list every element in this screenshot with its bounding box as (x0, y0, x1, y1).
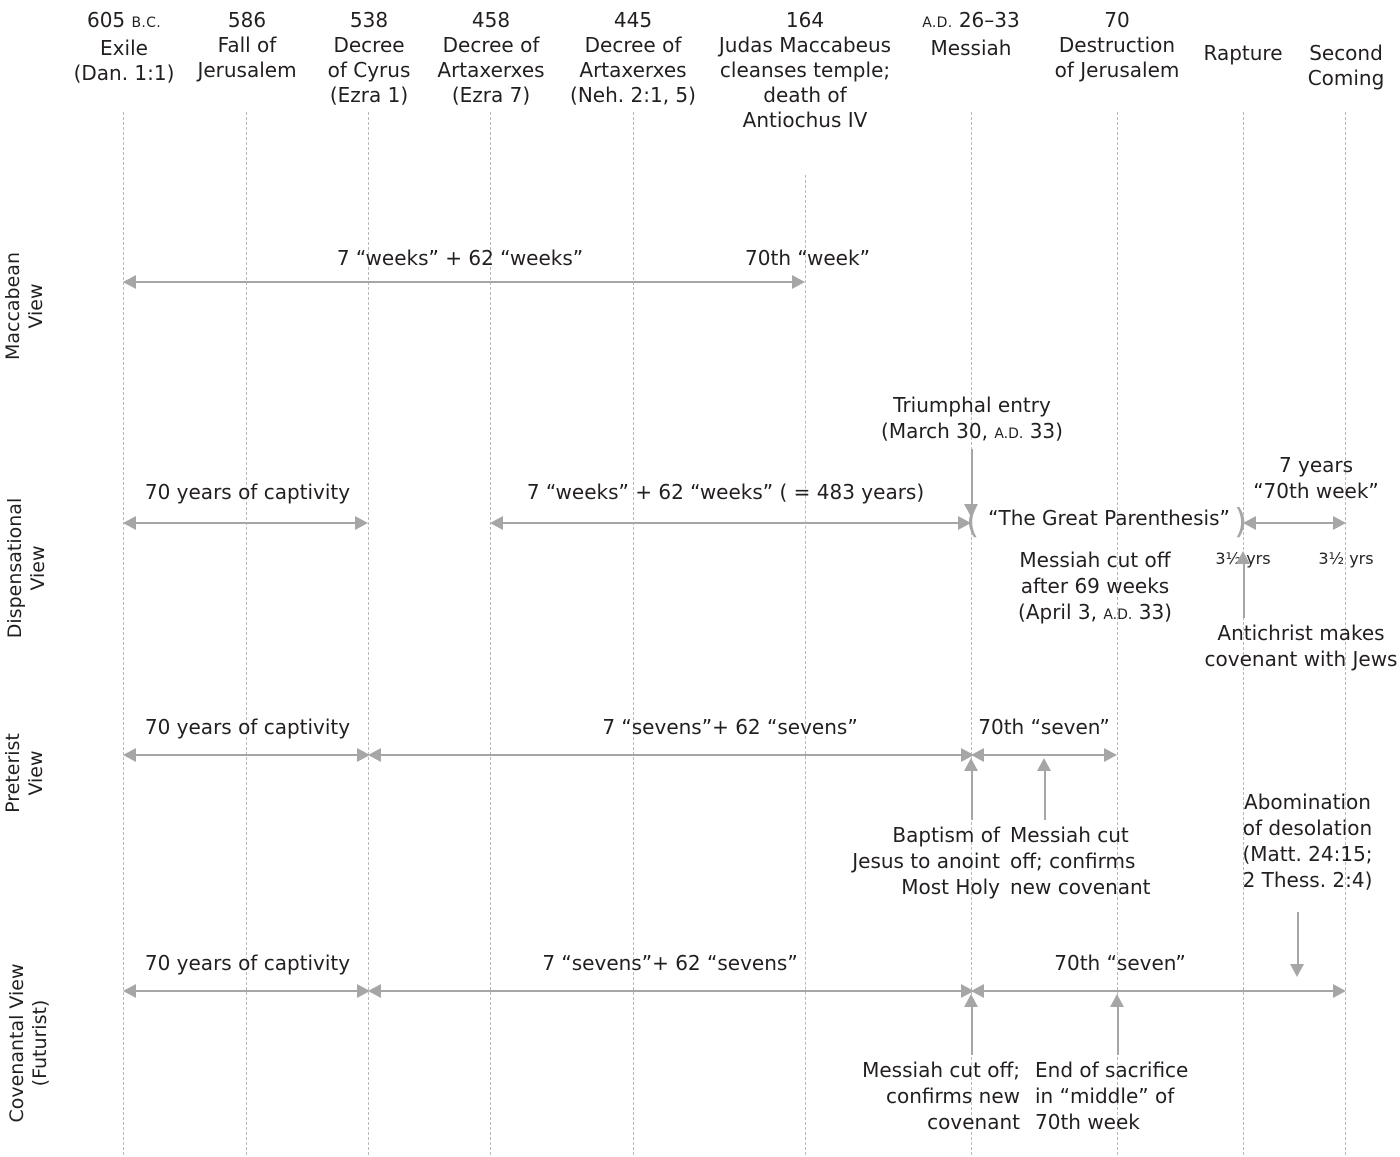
great-parenthesis-close: ) (1234, 502, 1248, 542)
row-label-preterist: Preterist View (2, 733, 47, 813)
maccabean-timeline-arrow (136, 281, 792, 283)
covenantal-sevens-arrowhead-left (368, 984, 381, 998)
dispensational-captivity-arrowhead-left (123, 516, 136, 530)
preterist-cutoff-label: Messiah cut off; confirms new covenant (1010, 823, 1151, 899)
great-parenthesis-open: ( (966, 502, 980, 542)
preterist-sevens-arrow (381, 754, 961, 756)
dispensational-captivity-arrowhead-right (355, 516, 368, 530)
dispensational-antichrist-label: Antichrist makes covenant with Jews (1204, 621, 1398, 671)
preterist-captivity-arrow (136, 754, 364, 756)
preterist-cutoff-pointer (1044, 771, 1046, 820)
abomination-pointer (1297, 912, 1299, 964)
maccabean-span-label: 7 “weeks” + 62 “weeks” (336, 246, 584, 270)
dispensational-half-right-label: 3½ yrs (1318, 549, 1374, 568)
gridline-605 (123, 112, 124, 1155)
covenantal-70th-seven-arrow (984, 990, 1333, 992)
covenantal-cutoff-arrowhead (964, 994, 978, 1007)
abomination-arrowhead (1290, 964, 1304, 977)
row-label-dispensational: Dispensational View (4, 497, 49, 639)
column-header-second-coming: Second Coming (1307, 41, 1385, 90)
covenantal-70th-seven-arrowhead-right (1333, 984, 1346, 998)
preterist-70th-seven-arrow (984, 754, 1104, 756)
dispensational-70th-week-arrowhead-left (1243, 516, 1256, 530)
column-header-rapture: Rapture (1203, 41, 1283, 65)
row-label-maccabean: Maccabean View (2, 252, 47, 361)
preterist-70th-seven-label: 70th “seven” (978, 715, 1110, 739)
dispensational-captivity-label: 70 years of captivity (144, 480, 351, 504)
preterist-70th-seven-arrowhead-right (1104, 748, 1117, 762)
dispensational-70th-week-arrowhead-right (1333, 516, 1346, 530)
dispensational-messiah-cutoff-label: Messiah cut off after 69 weeks (April 3, A.D. 33) (1018, 548, 1172, 624)
preterist-cutoff-arrowhead (1037, 758, 1051, 771)
column-header-538: 538 Decree of Cyrus (Ezra 1) (327, 8, 411, 107)
dispensational-span-label: 7 “weeks” + 62 “weeks” ( = 483 years) (526, 480, 925, 504)
maccabean-arrowhead-left (123, 275, 136, 289)
covenantal-sevens-arrow (381, 990, 961, 992)
gridline-164 (805, 175, 806, 1155)
column-header-458: 458 Decree of Artaxerxes (Ezra 7) (437, 8, 545, 107)
covenantal-sacrifice-arrowhead (1110, 994, 1124, 1007)
covenantal-sacrifice-pointer (1117, 1007, 1119, 1055)
covenantal-sacrifice-label: End of sacrifice in “middle” of 70th week (1035, 1058, 1189, 1134)
dispensational-triumphal-entry-pointer (971, 449, 973, 504)
preterist-captivity-label: 70 years of captivity (144, 715, 351, 739)
preterist-baptism-label: Baptism of Jesus to anoint Most Holy (852, 823, 1000, 899)
covenantal-cutoff-pointer (971, 1007, 973, 1055)
preterist-captivity-arrowhead-left (123, 748, 136, 762)
preterist-baptism-arrowhead (964, 758, 978, 771)
abomination-label: Abomination of desolation (Matt. 24:15; 2 Thess. 2:4) (1242, 790, 1373, 892)
preterist-baptism-pointer (971, 771, 973, 820)
dispensational-70th-week-arrow (1256, 522, 1333, 524)
column-header-ad70: 70 Destruction of Jerusalem (1054, 8, 1180, 82)
great-parenthesis-label: “The Great Parenthesis” (988, 506, 1230, 530)
dispensational-captivity-arrow (136, 522, 355, 524)
gridline-586 (246, 112, 247, 1155)
covenantal-70th-seven-label: 70th “seven” (1054, 951, 1186, 975)
covenantal-captivity-arrow (136, 990, 364, 992)
dispensational-triumphal-entry-label: Triumphal entry (March 30, A.D. 33) (881, 393, 1063, 443)
column-header-605: 605 B.C. Exile (Dan. 1:1) (73, 8, 175, 85)
covenantal-captivity-arrowhead-left (123, 984, 136, 998)
covenantal-span-label: 7 “sevens”+ 62 “sevens” (542, 951, 798, 975)
dispensational-483-years-arrow (503, 522, 958, 524)
dispensational-seven-years-label: 7 years “70th week” (1253, 453, 1379, 503)
dispensational-antichrist-pointer (1243, 564, 1245, 618)
preterist-sevens-arrowhead-left (368, 748, 381, 762)
maccabean-70th-week-label: 70th “week” (745, 246, 870, 270)
covenantal-captivity-label: 70 years of captivity (144, 951, 351, 975)
column-header-164: 164 Judas Maccabeus cleanses temple; death of Antiochus IV (718, 8, 892, 132)
column-header-445: 445 Decree of Artaxerxes (Neh. 2:1, 5) (570, 8, 696, 107)
dispensational-483-arrowhead-left (490, 516, 503, 530)
preterist-span-label: 7 “sevens”+ 62 “sevens” (602, 715, 858, 739)
covenantal-cutoff-label: Messiah cut off; confirms new covenant (862, 1058, 1020, 1134)
row-label-covenantal: Covenantal View (Futurist) (6, 963, 51, 1123)
dispensational-half-left-label: 3½ yrs (1215, 549, 1271, 568)
column-header-586: 586 Fall of Jerusalem (197, 8, 297, 82)
maccabean-arrowhead-right (792, 275, 805, 289)
dispensational-antichrist-arrowhead (1236, 551, 1250, 564)
column-header-ad26-33: A.D. 26–33 Messiah (922, 8, 1020, 60)
